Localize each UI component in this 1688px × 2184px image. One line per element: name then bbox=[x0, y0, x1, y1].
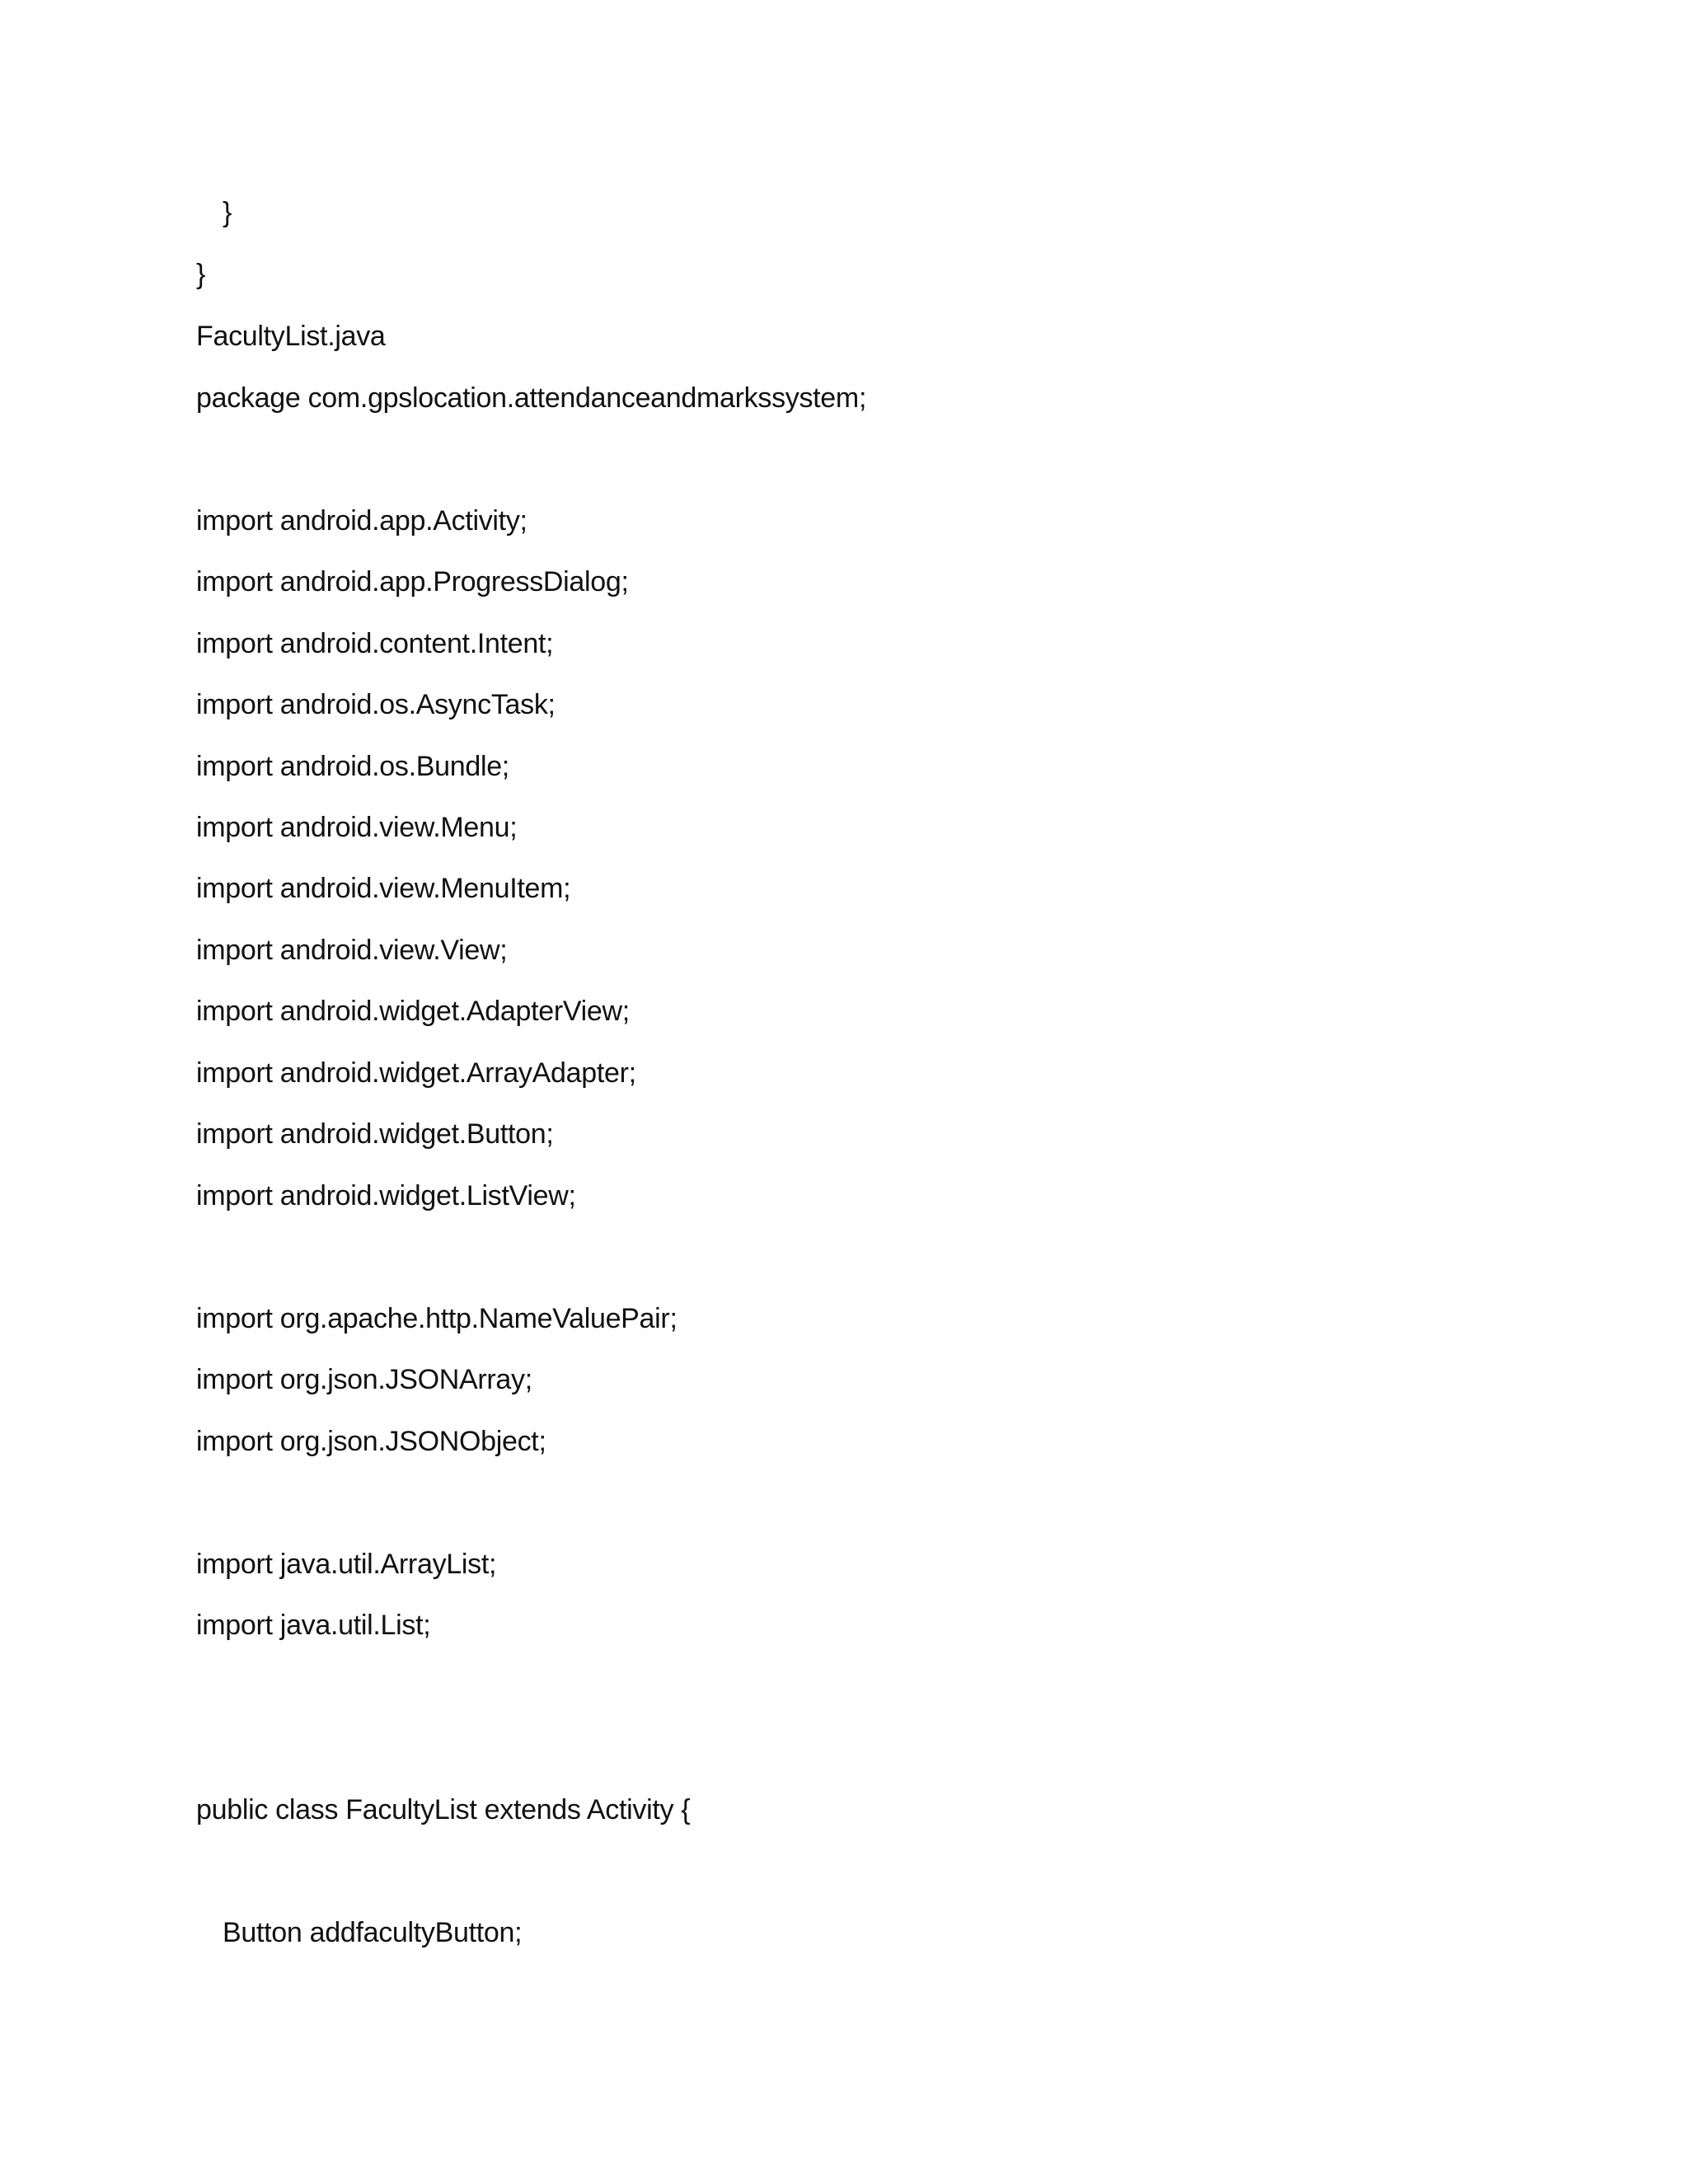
code-line: import android.app.Activity; bbox=[196, 505, 528, 537]
code-line: import android.view.View; bbox=[196, 935, 508, 966]
code-line: import org.apache.http.NameValuePair; bbox=[196, 1303, 678, 1334]
code-line: import android.widget.ArrayAdapter; bbox=[196, 1057, 636, 1089]
code-line-filename: FacultyList.java bbox=[196, 321, 386, 352]
code-line: public class FacultyList extends Activity { bbox=[196, 1794, 691, 1825]
code-line: import android.widget.ListView; bbox=[196, 1180, 576, 1212]
code-line: import org.json.JSONArray; bbox=[196, 1364, 532, 1395]
code-line: import org.json.JSONObject; bbox=[196, 1426, 546, 1457]
code-line: } bbox=[223, 197, 232, 228]
code-line: import android.os.AsyncTask; bbox=[196, 689, 556, 720]
code-line: import java.util.List; bbox=[196, 1610, 431, 1641]
code-line: import android.widget.AdapterView; bbox=[196, 996, 630, 1027]
code-line: import android.view.MenuItem; bbox=[196, 873, 571, 904]
code-line: import android.os.Bundle; bbox=[196, 751, 509, 782]
code-line: Button addfacultyButton; bbox=[223, 1917, 523, 1948]
code-line: package com.gpslocation.attendanceandmarkssystem; bbox=[196, 382, 867, 414]
code-line: import android.content.Intent; bbox=[196, 628, 554, 659]
code-line: } bbox=[196, 259, 206, 290]
code-line: import android.view.Menu; bbox=[196, 812, 518, 843]
code-line: import android.app.ProgressDialog; bbox=[196, 566, 629, 598]
code-line: import android.widget.Button; bbox=[196, 1118, 554, 1150]
code-line: import java.util.ArrayList; bbox=[196, 1549, 497, 1580]
